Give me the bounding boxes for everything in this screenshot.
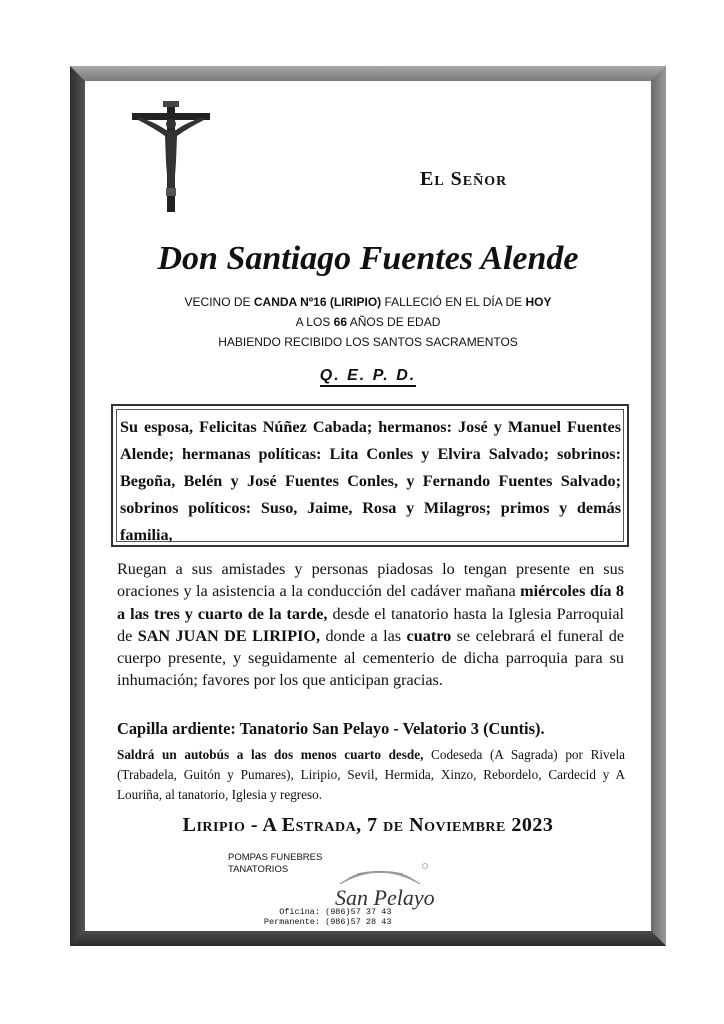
funeral-home-line2: TANATORIOS	[228, 864, 289, 875]
frame-right	[651, 66, 666, 946]
phone-numbers	[258, 907, 391, 927]
permanente-row: Permanente: (986)57 28 43	[263, 917, 392, 927]
funeral-home-line1: POMPAS FUNEBRES	[228, 852, 323, 863]
oficina-row: Oficina: (986)57 37 43	[279, 907, 392, 917]
frame-left	[70, 66, 85, 946]
family-text: Su esposa, Felicitas Núñez Cabada; hermanos: José y Manuel Fuentes Alende; hermanas políticas: Lita Conles y Elvira Salvado; sobrinos: Begoña, Belén y José Fuentes Conles, y Fernando Fuentes Salvado; sobrinos políticos: Suso, Jaime, Rosa y Milagros; primos y demás familia,	[116, 409, 624, 542]
info-line-3: HABIENDO RECIBIDO LOS SANTOS SACRAMENTOS	[218, 335, 518, 349]
logo-text: San Pelayo	[335, 885, 435, 910]
frame-top	[70, 66, 666, 81]
info-line-1: VECINO DE CANDA Nº16 (LIRIPIO) FALLECIÓ EN EL DÍA DE HOY	[184, 295, 552, 309]
qepd-heading: Q. E. P. D.	[85, 367, 651, 385]
info-line-2: A LOS 66 AÑOS DE EDAD	[295, 315, 441, 329]
body-paragraph: Ruegan a sus amistades y personas piadosas lo tengan presente en sus oraciones y la asistencia a la conducción del cadáver mañana miércoles día 8 a las tres y cuarto de la tarde, desde el tanatorio hasta la Iglesia Parroquial de SAN JUAN DE LIRIPIO, donde a las cuatro se celebrará el funeral de cuerpo presente, y seguidamente al cementerio de dicha parroquia para su inhumación; favores por los que anticipan gracias.	[117, 560, 625, 690]
crucifix-icon	[130, 100, 212, 215]
title-prefix: El Señor	[420, 168, 508, 190]
family-box	[111, 404, 629, 547]
capilla-ardiente: Capilla ardiente: Tanatorio San Pelayo - Velatorio 3 (Cuntis).	[117, 719, 545, 738]
bus-info: Saldrá un autobús a las dos menos cuarto desde, Codeseda (A Sagrada) por Rivela (Trabadela, Guitón y Pumares), Liripio, Sevil, Hermida, Xinzo, Rebordelo, Cardecid y A Louriña, al tanatorio, Iglesia y regreso.	[117, 747, 626, 802]
deceased-name: Don Santiago Fuentes Alende	[157, 240, 579, 277]
funeral-home-label	[228, 852, 322, 876]
frame-bottom	[70, 931, 666, 946]
place-date: Liripio - A Estrada, 7 de Noviembre 2023	[182, 814, 554, 836]
